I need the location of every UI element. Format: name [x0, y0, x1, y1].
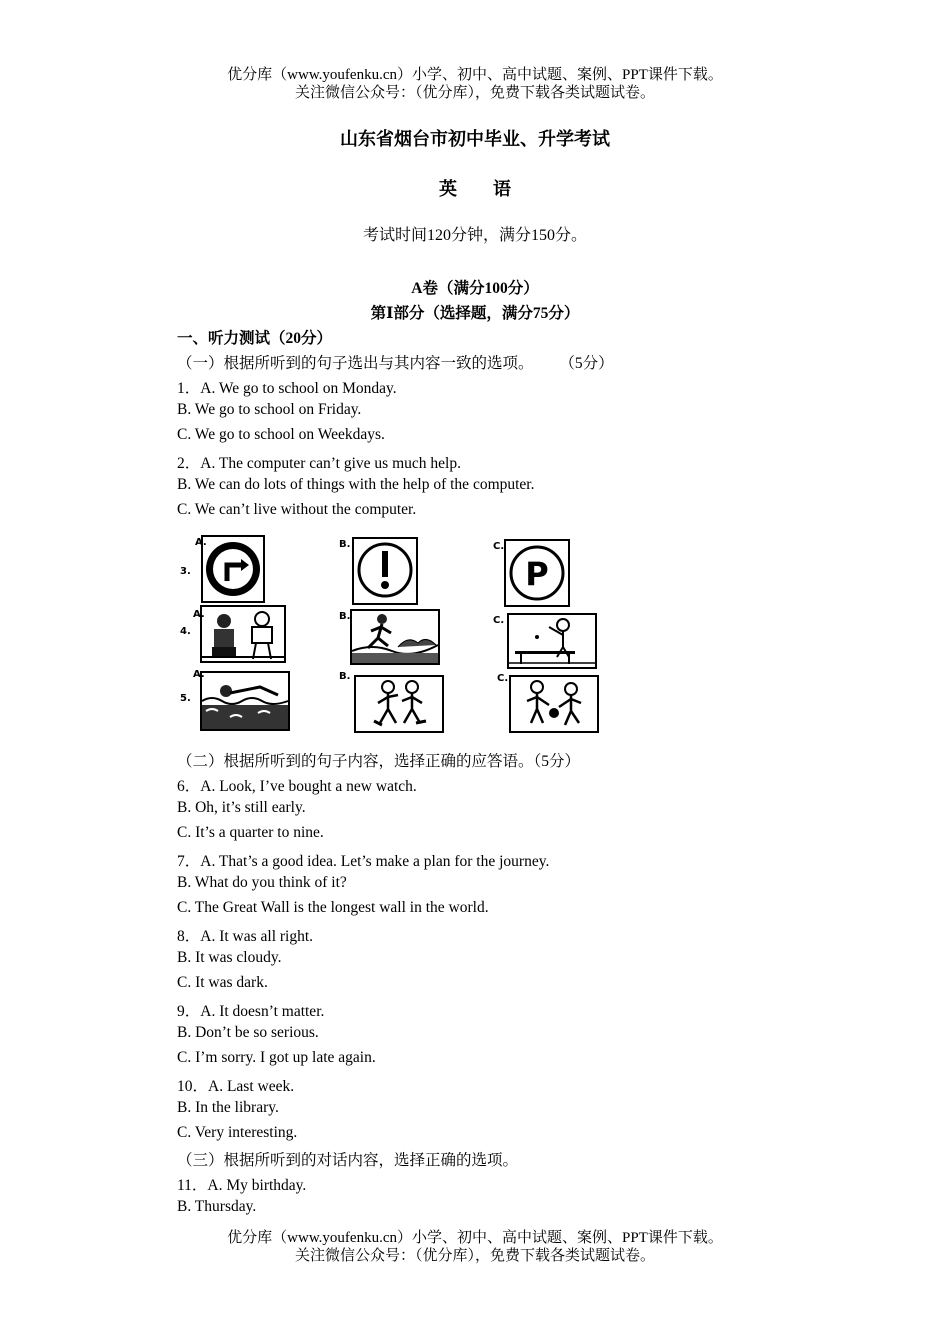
q6-option-c: C. It’s a quarter to nine. [177, 824, 324, 841]
row5-letter-b: B. [339, 671, 351, 682]
exam-title: 山东省烟台市初中毕业、升学考试 [340, 129, 610, 149]
parking-sign-icon [504, 539, 570, 607]
part-heading: 第Ⅰ部分（选择题，满分75分） [370, 305, 580, 322]
q1-option-c: C. We go to school on Weekdays. [177, 426, 385, 443]
q9-option-c: C. I’m sorry. I got up late again. [177, 1049, 376, 1066]
q8-option-b: B. It was cloudy. [177, 949, 282, 966]
q10-option-b: B. In the library. [177, 1099, 279, 1116]
volume-heading: A卷（满分100分） [411, 280, 539, 297]
time-note: 考试时间120分钟，满分150分。 [362, 227, 587, 244]
row-number-4: 4. [180, 626, 191, 637]
q6-option-a: 6．A. Look, I’ve bought a new watch. [177, 778, 417, 795]
warning-sign-icon [352, 537, 418, 605]
q11-option-b: B. Thursday. [177, 1198, 257, 1215]
two-boys-basketball-icon [509, 675, 599, 733]
q2-option-c: C. We can’t live without the computer. [177, 501, 417, 518]
q7-option-c: C. The Great Wall is the longest wall in the world. [177, 899, 489, 916]
row5-letter-a: A. [193, 669, 205, 680]
row4-letter-b: B. [339, 611, 351, 622]
sub-1-score: （5分） [559, 355, 614, 372]
q8-option-a: 8．A. It was all right. [177, 928, 314, 945]
sub-2-heading: （二）根据所听到的句子内容，选择正确的应答语。（5分） [177, 753, 581, 770]
sub-3-heading: （三）根据所听到的对话内容，选择正确的选项。 [177, 1152, 519, 1169]
row4-letter-a: A. [193, 609, 205, 620]
q8-option-c: C. It was dark. [177, 974, 268, 991]
table-tennis-icon [507, 613, 597, 669]
q7-option-b: B. What do you think of it? [177, 874, 347, 891]
subject-title: 英 语 [439, 179, 511, 199]
header-line-1: 优分库（www.youfenku.cn）小学、初中、高中试题、案例、PPT课件下载。 [227, 67, 723, 83]
swimming-icon [200, 671, 290, 731]
sub-1-heading [177, 351, 614, 373]
section-1-heading: 一、听力测试（20分） [177, 330, 333, 347]
row3-letter-a: A. [195, 537, 207, 548]
row3-letter-c: C. [493, 541, 505, 552]
picture-questions [176, 533, 606, 738]
no-turn-sign-icon [201, 535, 265, 603]
q1-option-b: B. We go to school on Friday. [177, 401, 362, 418]
row5-letter-c: C. [497, 673, 509, 684]
sub-1-heading-text: （一）根据所听到的句子选出与其内容一致的选项。 [177, 355, 534, 372]
q7-option-a: 7．A. That’s a good idea. Let’s make a plan for the journey. [177, 853, 550, 870]
q9-option-a: 9．A. It doesn’t matter. [177, 1003, 325, 1020]
row3-letter-b: B. [339, 539, 351, 550]
q6-option-b: B. Oh, it’s still early. [177, 799, 306, 816]
row-number-3: 3. [180, 566, 191, 577]
two-people-talking-icon [200, 605, 286, 663]
two-boys-running-icon [354, 675, 444, 733]
q2-option-b: B. We can do lots of things with the help of the computer. [177, 476, 535, 493]
row4-letter-c: C. [493, 615, 505, 626]
q10-option-c: C. Very interesting. [177, 1124, 298, 1141]
q11-option-a: 11．A. My birthday. [177, 1177, 307, 1194]
row-number-5: 5. [180, 693, 191, 704]
q1-option-a: 1．A. We go to school on Monday. [177, 380, 397, 397]
header-line-2: 关注微信公众号：（优分库），免费下载各类试题试卷。 [294, 85, 655, 101]
running-outdoors-icon [350, 609, 440, 665]
footer-line-1: 优分库（www.youfenku.cn）小学、初中、高中试题、案例、PPT课件下载。 [227, 1230, 723, 1246]
footer-line-2: 关注微信公众号：（优分库），免费下载各类试题试卷。 [294, 1248, 655, 1264]
q2-option-a: 2．A. The computer can’t give us much help. [177, 455, 461, 472]
svg-text:P: P [525, 555, 549, 593]
q9-option-b: B. Don’t be so serious. [177, 1024, 319, 1041]
q10-option-a: 10．A. Last week. [177, 1078, 295, 1095]
